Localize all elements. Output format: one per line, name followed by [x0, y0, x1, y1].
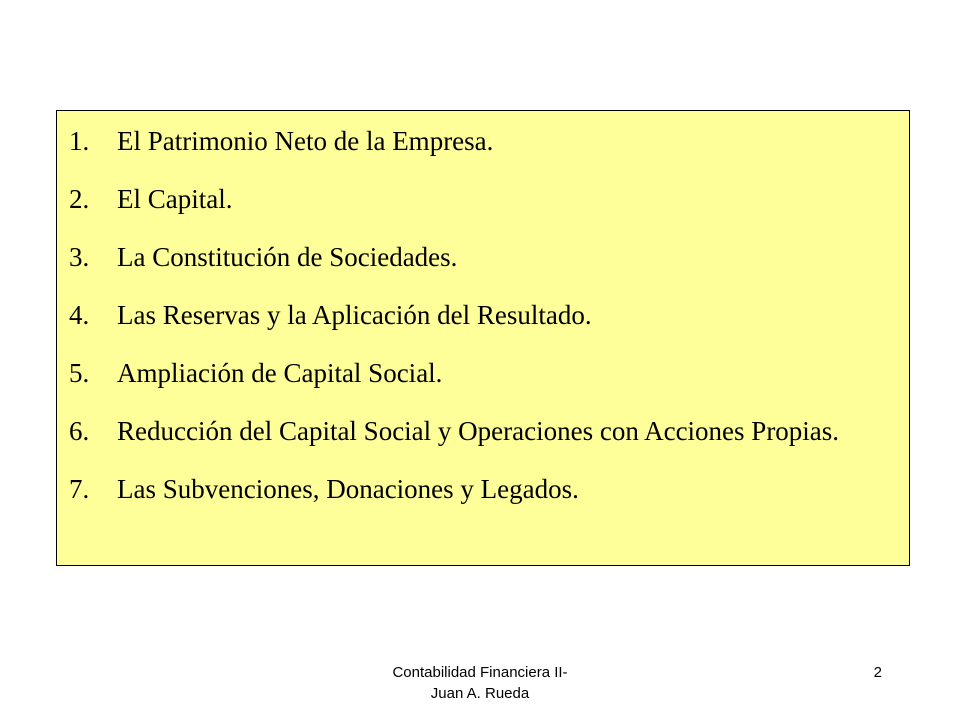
topic-number: 2.: [69, 184, 90, 214]
topic-text: El Capital.: [117, 184, 233, 214]
footer-author-name: Juan A. Rueda: [430, 685, 530, 702]
topic-item: [69, 354, 899, 393]
topic-number: 7.: [69, 474, 90, 504]
topic-item: [69, 412, 899, 451]
topic-number: 4.: [69, 300, 90, 330]
topic-number: 3.: [69, 242, 90, 272]
topic-number: 5.: [69, 358, 90, 388]
page-number: 2: [873, 664, 882, 681]
topic-text: Reducción del Capital Social y Operaciones con Acciones Propias.: [117, 416, 840, 446]
topic-text: La Constitución de Sociedades.: [117, 242, 458, 272]
topic-list: [69, 122, 899, 509]
footer-credit: [340, 662, 620, 704]
topic-text: Las Subvenciones, Donaciones y Legados.: [117, 474, 579, 504]
topic-number: 1.: [69, 126, 90, 156]
topic-box: [56, 110, 910, 566]
topic-item: [69, 180, 899, 219]
topic-item: [69, 296, 899, 335]
topic-number: 6.: [69, 416, 90, 446]
topic-item: [69, 470, 899, 509]
topic-text: Las Reservas y la Aplicación del Resultado.: [117, 300, 592, 330]
topic-item: [69, 238, 899, 277]
footer-course-name: Contabilidad Financiera II-: [392, 664, 568, 681]
topic-text: El Patrimonio Neto de la Empresa.: [117, 126, 494, 156]
topic-text: Ampliación de Capital Social.: [117, 358, 443, 388]
topic-item: [69, 122, 899, 161]
